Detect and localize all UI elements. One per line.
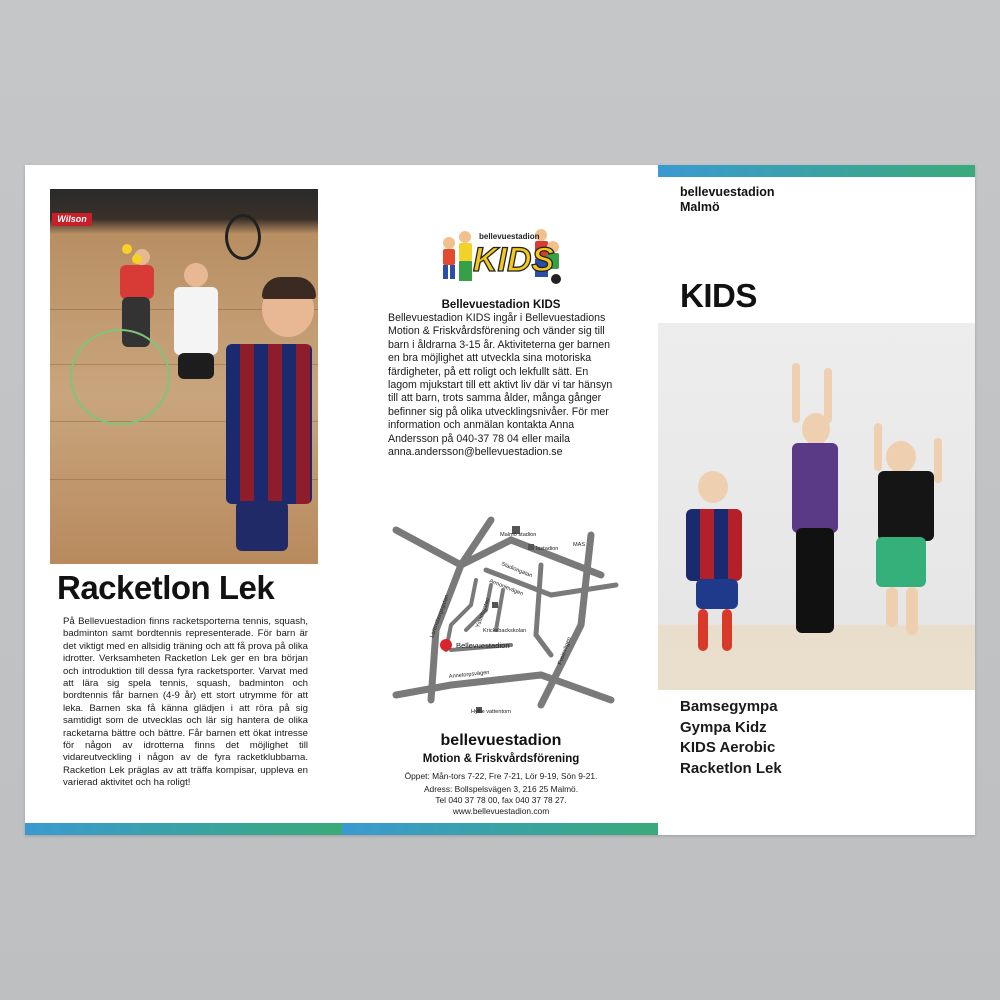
kids-info-title: Bellevuestadion KIDS — [441, 299, 561, 311]
kids-logo — [435, 223, 565, 295]
kid-head — [698, 471, 728, 503]
map-label: Fosievägen — [557, 636, 573, 666]
map-label: Kricksbackskolan — [483, 628, 527, 634]
kid-barca-shirt — [686, 509, 742, 581]
kid-barca-shirt — [226, 344, 312, 504]
map-label: Malmö stadion — [500, 532, 537, 538]
kids-jumping-photo — [658, 323, 975, 690]
kid-head — [802, 413, 830, 445]
left-panel — [25, 165, 341, 835]
racketlon-body: På Bellevuestadion finns racketsporterna tennis, squash, badminton samt bordtennis representerade. För barn är det viktigt med en allsidig träning och att få prova på olika idrotter. Verksamheten Racketlon Lek ger en bra början och introduktion till dessa fyra racketsporter. Varvat med att lära sig spela tennis, squash, badminton och bordtennis får barnen (4-9 år) ett stort utrymme för att leka. Barnen ska få känna glädjen i att röra på sig samtidigt som de utvecklas och lär sig hantera de olika racketarna bättre och bättre. Får barnen ett ökat intresse för någon av idrotterna finns det möjlighet till vidareutveckling i någon av de fyra racketklubbarna. Racketlon Lek präglas av att träffa kompisar, uppleva en varierad aktivitet och ha roligt! — [63, 616, 308, 789]
org-name: bellevuestadion — [440, 732, 562, 749]
middle-panel — [341, 165, 658, 835]
kid-arm — [824, 368, 832, 423]
kid-shorts — [178, 353, 214, 379]
kid-leg — [886, 587, 898, 627]
kid-arm — [792, 363, 800, 423]
map-label: Isstadion — [536, 546, 559, 552]
brand-city: Malmö — [680, 200, 720, 214]
kid-arm — [934, 438, 942, 483]
kid-sock — [722, 609, 732, 651]
org-subtitle: Motion & Friskvårdsförening — [422, 753, 580, 765]
motion-racket — [70, 329, 170, 425]
activity-list — [680, 697, 782, 779]
phone-fax: Tel 040 37 78 00, fax 040 37 78 27. — [435, 795, 567, 805]
kid-shorts — [236, 501, 288, 551]
racketlon-photo — [50, 189, 318, 564]
address: Adress: Bollspelsvägen 3, 216 25 Malmö. — [423, 784, 579, 794]
location-map — [391, 510, 621, 720]
map-label: Hyllie vattentorn — [471, 709, 512, 715]
kid-hair — [262, 277, 316, 299]
map-label: Stadiongatan — [500, 561, 534, 580]
kid-pants — [796, 528, 834, 633]
kid-red-shirt — [120, 265, 154, 299]
website-link[interactable]: www.bellevuestadion.com — [452, 806, 550, 816]
kid-arm — [874, 423, 882, 471]
kids-title: KIDS — [680, 277, 757, 314]
kid-sock — [698, 609, 708, 651]
brand-name: bellevuestadion — [680, 185, 775, 199]
kid-head — [886, 441, 916, 473]
ball — [122, 244, 132, 254]
kid-leg — [906, 587, 918, 635]
activity-item: KIDS Aerobic — [680, 739, 776, 756]
map-label: MAS — [573, 542, 586, 548]
map-label: Annetorpsvägen — [448, 669, 490, 680]
map-label: Armonievägen — [488, 578, 524, 598]
activity-item: Racketlon Lek — [680, 759, 782, 777]
kids-logo-big-text: KIDS — [473, 241, 555, 279]
kid-green-shorts — [876, 537, 926, 587]
ball — [132, 254, 142, 264]
wilson-sign: Wilson — [52, 213, 92, 226]
racket — [225, 214, 261, 260]
brochure-sheet — [25, 165, 975, 835]
map-label: Ystadsgatan — [475, 597, 492, 629]
kids-logo-small-text: bellevuestadion — [479, 232, 540, 241]
racketlon-title: Racketlon Lek — [57, 569, 275, 606]
activity-item: Gympa Kidz — [680, 718, 767, 736]
opening-hours: Öppet: Mån-tors 7-22, Fre 7-21, Lör 9-19, Sön 9-21. — [404, 771, 598, 781]
kid-purple-shirt — [792, 443, 838, 533]
activity-item: Bamsegympa — [680, 698, 778, 715]
kid-shorts — [696, 579, 738, 609]
kids-info-body: Bellevuestadion KIDS ingår i Bellevuestadions Motion & Friskvårdsförening och vänder sig till barn i åldrarna 3-15 år. Aktiviteterna ger barnen en bra möjlighet att utveckla sina motoriska färdigheter, på ett roligt och lekfullt sätt. En lagom mjukstart till ett aktivt liv där vi tar hänsyn till att barn, trots samma ålder, många gånger befinner sig på olika utvecklingsnivåer. För mer information och anmälan kontakta Anna Andersson på 040-37 78 04 eller maila anna.andersson@bellevuestadion.se — [388, 312, 613, 459]
kid-head — [184, 263, 208, 287]
map-label: Lorensborgsgatan — [429, 594, 451, 639]
kid-black-shirt — [878, 471, 934, 541]
kid-white-shirt — [174, 287, 218, 355]
map-label-bellevuestadion: Bellevuestadion — [456, 641, 510, 650]
right-panel — [658, 165, 975, 835]
